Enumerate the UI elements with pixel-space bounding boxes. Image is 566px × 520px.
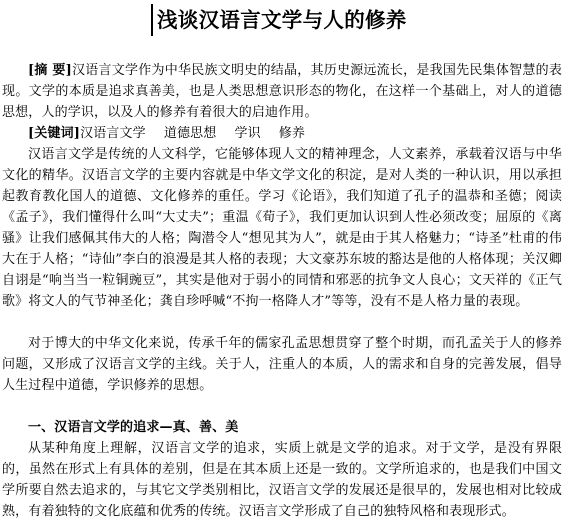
body-paragraph: 汉语言文学是传统的人文科学，它能够体现人文的精神理念，人文素养，承载着汉语与中华文化的精华。汉语言文学的主要内容就是中华文学文化的积淀，是对人类的一种认识，用以承担起教育教化国人的道德、文化修养的重任。学习《论语》，我们知道了孔子的温恭和圣德；阅读《孟子》，我们懂得什么叫“大丈夫”；重温《荀子》，我们更加认识到人性必须改变；屈原的《离骚》让我们感佩其伟大的人格；陶潜令人“想见其为人”，就是由于其人格魅力；“诗圣”杜甫的伟大在于人格；“诗仙”李白的浪漫是其人格的表现；大文豪苏东坡的豁达是他的人格体现；关汉卿自诩是“响当当一粒铜豌豆”，其实是他对于弱小的同情和邪恶的抗争文人良心；文天祥的《正气歌》将文人的气节神圣化；龚自珍呼喊“不拘一格降人才”等等，没有不是人格力量的表现。	[2, 147, 562, 309]
section-heading: 一、汉语言文学的追求—真、善、美	[28, 420, 239, 435]
text-cursor	[151, 4, 153, 36]
paragraph-spacer	[2, 396, 562, 417]
keywords-label: [关键词]	[28, 126, 81, 141]
keyword: 道德思想	[163, 126, 217, 141]
body-paragraph: 从某种角度上理解，汉语言文学的追求，实质上就是文学的追求。对于文学，是没有界限的，虽然在形式上有具体的差别，但是在其本质上还是一致的。文学所追求的，也是我们中国文学所要自然去追求的，与其它文学类别相比，汉语言文学的发展还是很早的，发展也相对比较成熟，有着独特的文化底蕴和优秀的传统。汉语言文学形成了自己的独特风格和表现形式。	[2, 441, 562, 519]
document-body	[2, 60, 562, 520]
abstract-label: [摘 要]	[28, 63, 72, 78]
page-title: 浅谈汉语言文学与人的修养	[157, 8, 407, 32]
body-paragraph: 对于博大的中华文化来说，传承千年的儒家孔孟思想贯穿了整个时期，而孔孟关于人的修养问题，又形成了汉语言文学的主线。关于人，注重人的本质，人的需求和自身的完善发展，倡导人生过程中道德，学识修养的思想。	[2, 336, 562, 393]
keyword: 学识	[234, 126, 261, 141]
abstract-paragraph	[2, 60, 562, 123]
paragraph-spacer	[2, 312, 562, 333]
keyword: 修养	[278, 126, 306, 141]
keywords-paragraph	[2, 123, 562, 144]
keyword: 汉语言文学	[80, 126, 146, 141]
abstract-text: 汉语言文学作为中华民族文明史的结晶，其历史源远流长，是我国先民集体智慧的表现。文学的本质是追求真善美，也是人类思想意识形态的物化，在这样一个基础上，对人的道德思想，人的学识，以及人的修养有着很大的启迪作用。	[2, 63, 563, 120]
